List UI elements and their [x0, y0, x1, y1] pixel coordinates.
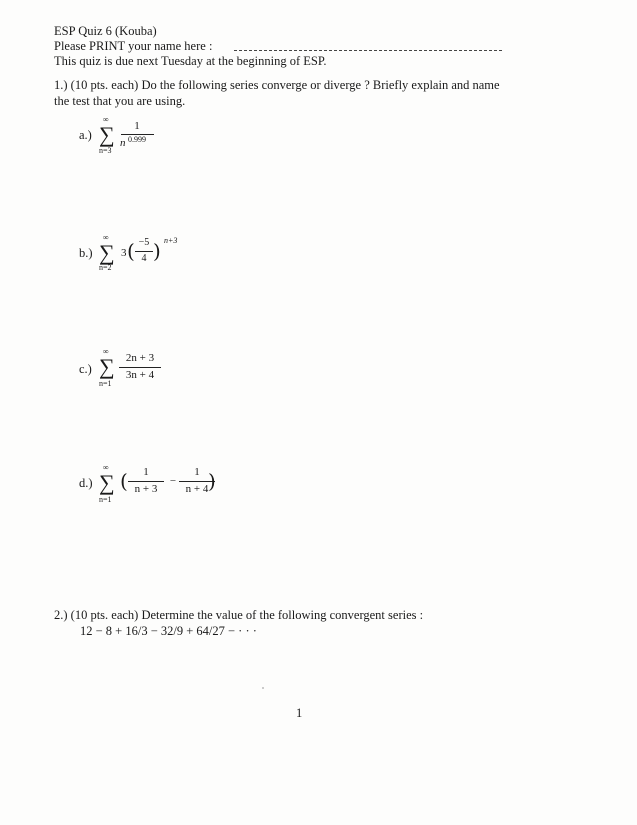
- sum-upper-limit: ∞: [103, 347, 109, 356]
- fraction-1-numerator: 1: [143, 466, 149, 478]
- fraction-1-bar: [128, 481, 164, 482]
- problem-b-label: b.): [79, 246, 93, 260]
- problem-c-label: c.): [79, 362, 92, 376]
- fraction-denominator-exponent: 0.999: [128, 135, 146, 144]
- right-paren: ): [208, 469, 216, 493]
- sigma-symbol: ∑: [99, 354, 115, 379]
- name-blank-line[interactable]: [234, 50, 502, 51]
- due-note: This quiz is due next Tuesday at the beginning of ESP.: [54, 54, 327, 68]
- sum-lower-limit: n=1: [99, 379, 112, 388]
- exponent: n+3: [164, 236, 178, 245]
- sum-upper-limit: ∞: [103, 233, 109, 242]
- fraction-2-numerator: 1: [194, 466, 200, 478]
- fraction-denominator-base: n: [120, 137, 126, 149]
- sum-lower-limit: n=2: [99, 263, 112, 272]
- question-1-text: 1.) (10 pts. each) Do the following series converge or diverge ? Briefly explain and name: [54, 78, 500, 92]
- right-paren: ): [153, 239, 161, 263]
- fraction-2-denominator: n + 4: [185, 483, 209, 495]
- sum-upper-limit: ∞: [103, 115, 109, 124]
- problem-a-label: a.): [79, 128, 92, 142]
- fraction-1-denominator: n + 3: [134, 483, 158, 495]
- scan-speck: [262, 687, 264, 689]
- sum-lower-limit: n=3: [99, 146, 112, 155]
- sum-upper-limit: ∞: [103, 463, 109, 472]
- problem-d-label: d.): [79, 476, 93, 490]
- fraction-bar: [135, 251, 153, 252]
- left-paren: (: [127, 239, 135, 263]
- sigma-symbol: ∑: [99, 122, 115, 147]
- minus-sign: −: [169, 475, 177, 487]
- question-1-text-cont: the test that you are using.: [54, 94, 186, 108]
- question-2-text: 2.) (10 pts. each) Determine the value of the following convergent series :: [54, 608, 424, 622]
- fraction-numerator: −5: [138, 237, 150, 248]
- quiz-title: ESP Quiz 6 (Kouba): [54, 24, 157, 38]
- fraction-denominator: 3n + 4: [125, 369, 155, 381]
- sigma-symbol: ∑: [99, 240, 115, 265]
- fraction-numerator: 2n + 3: [125, 352, 155, 364]
- left-paren: (: [120, 469, 128, 493]
- coefficient: 3: [121, 247, 127, 259]
- fraction-denominator: 4: [141, 253, 147, 264]
- fraction-numerator: 1: [134, 120, 140, 132]
- name-prompt: Please PRINT your name here :: [54, 39, 213, 53]
- sigma-symbol: ∑: [99, 470, 115, 495]
- fraction-bar: [119, 367, 161, 368]
- question-2-series: 12 − 8 + 16/3 − 32/9 + 64/27 − · · ·: [80, 624, 257, 638]
- page-number: 1: [296, 706, 303, 720]
- sum-lower-limit: n=1: [99, 495, 112, 504]
